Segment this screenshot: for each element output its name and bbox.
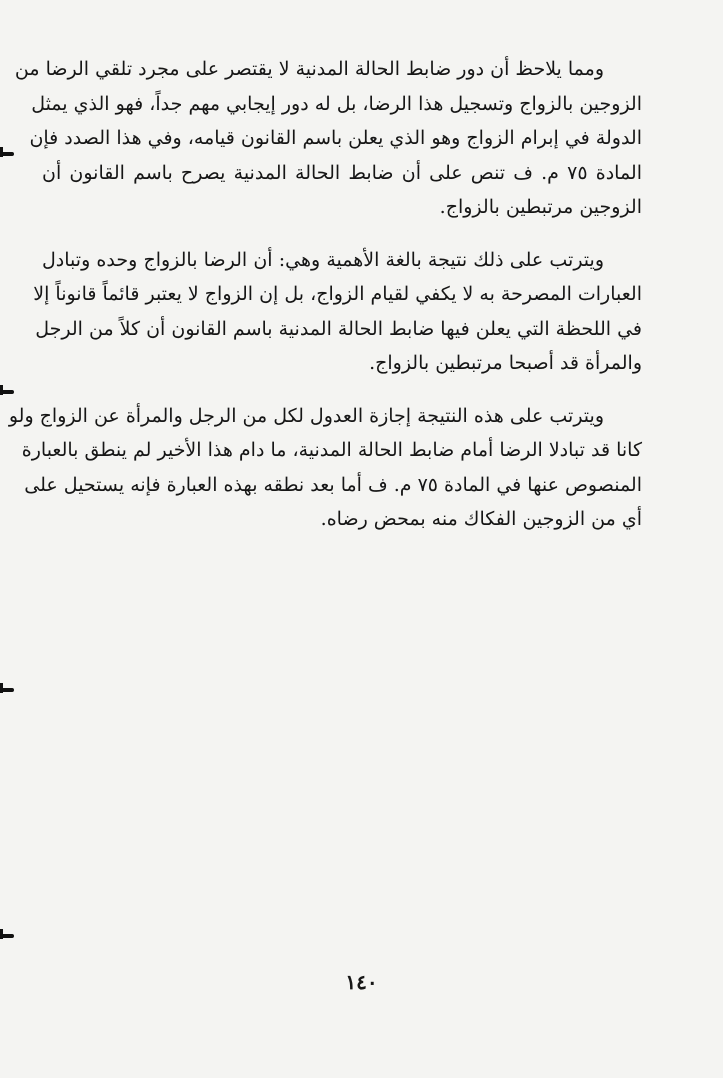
binding-mark — [0, 934, 14, 938]
binding-mark — [0, 688, 14, 692]
paragraph-3 — [8, 399, 642, 537]
binding-mark — [0, 152, 14, 156]
paragraph-line: المنصوص عنها في المادة ٧٥ م. ف أما بعد نطقه بهذه العبارة فإنه يستحيل على — [24, 473, 642, 496]
paragraph-line: والمرأة قد أصبحا مرتبطين بالزواج. — [369, 352, 642, 374]
binding-mark — [0, 390, 14, 394]
paragraph-line: الزوجين مرتبطين بالزواج. — [439, 196, 642, 218]
paragraph-2 — [33, 243, 642, 381]
paragraph-line: ويترتب على ذلك نتيجة بالغة الأهمية وهي: أن الرضا بالزواج وحده وتبادل — [42, 248, 604, 271]
paragraph-line: ويترتب على هذه النتيجة إجازة العدول لكل من الرجل والمرأة عن الزواج ولو — [8, 404, 604, 427]
paragraph-line: الزوجين بالزواج وتسجيل هذا الرضا، بل له دور إيجابي مهم جداً، فهو الذي يمثل — [31, 92, 642, 115]
paragraph-line: في اللحظة التي يعلن فيها ضابط الحالة المدنية باسم القانون أن كلاً من الرجل — [35, 317, 642, 340]
paragraph-line: أي من الزوجين الفكاك منه بمحض رضاه. — [320, 508, 642, 530]
paragraph-1 — [14, 52, 642, 225]
paragraph-line: العبارات المصرحة به لا يكفي لقيام الزواج، بل إن الزواج لا يعتبر قائماً قانوناً إلا — [33, 283, 642, 305]
paragraph-line: كانا قد تبادلا الرضا أمام ضابط الحالة المدنية، ما دام هذا الأخير لم ينطق بالعبارة — [21, 439, 642, 461]
body-text — [8, 52, 642, 537]
paragraph-line: المادة ٧٥ م. ف تنص على أن ضابط الحالة المدنية يصرح باسم القانون أن — [42, 161, 642, 184]
paragraph-line: الدولة في إبرام الزواج وهو الذي يعلن باسم القانون قيامه، وفي هذا الصدد فإن — [29, 127, 642, 149]
paragraph-line: ومما يلاحظ أن دور ضابط الحالة المدنية لا يقتصر على مجرد تلقي الرضا من — [14, 58, 604, 80]
page-number: ١٤٠ — [345, 970, 378, 994]
